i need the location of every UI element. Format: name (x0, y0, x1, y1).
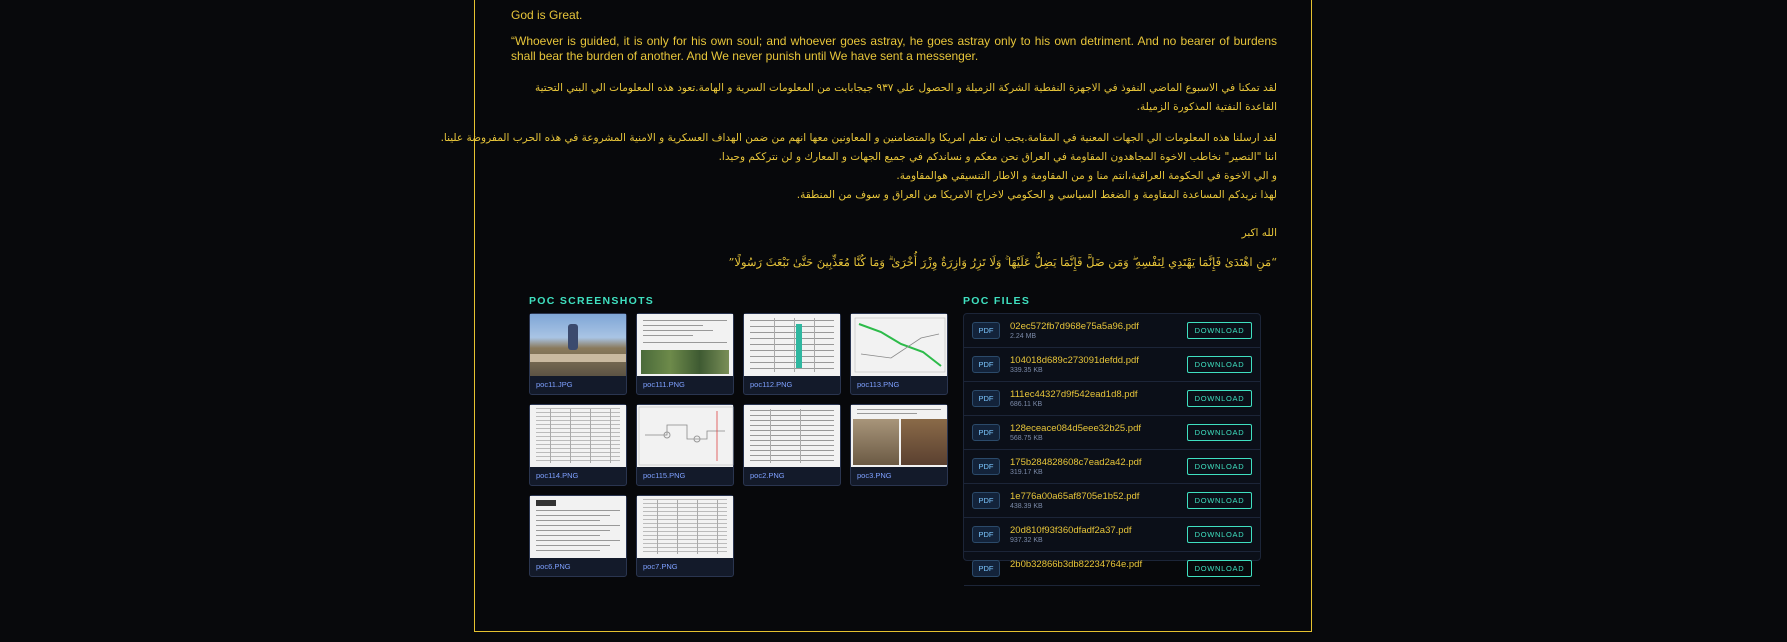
pdf-badge: PDF (972, 322, 1000, 339)
screenshot-card[interactable] (529, 404, 627, 486)
pdf-badge: PDF (972, 458, 1000, 475)
screenshot-card[interactable] (743, 313, 841, 395)
pdf-badge: PDF (972, 424, 1000, 441)
download-button[interactable]: DOWNLOAD (1187, 390, 1252, 407)
screenshot-thumbnail[interactable] (637, 405, 733, 467)
screenshot-caption: poc112.PNG (750, 380, 793, 389)
download-button[interactable]: DOWNLOAD (1187, 458, 1252, 475)
screenshot-thumbnail[interactable] (530, 314, 626, 376)
screenshot-card[interactable] (850, 404, 948, 486)
file-row (964, 416, 1260, 450)
screenshot-card[interactable] (529, 495, 627, 577)
file-name: 2b0b32866b3db82234764e.pdf (1010, 559, 1143, 570)
screenshot-caption: poc11.JPG (536, 380, 573, 389)
pdf-badge: PDF (972, 560, 1000, 577)
file-name: 111ec44327d9f542ead1d8.pdf (1010, 389, 1138, 400)
file-row (964, 348, 1260, 382)
file-name: 20d810f93f360dfadf2a37.pdf (1010, 525, 1132, 536)
file-row (964, 518, 1260, 552)
screenshot-caption: poc114.PNG (536, 471, 579, 480)
file-row (964, 552, 1260, 586)
message-content (440, 8, 1277, 272)
file-size: 339.35 KB (1010, 367, 1043, 374)
arabic-line: لهذا نريدكم المساعدة المقاومة و الضغط السياسي و الحكومي لاخراج الامريكا من العراق و سوف من المنطقة. (796, 189, 1277, 201)
file-size: 319.17 KB (1010, 469, 1043, 476)
files-section-title: POC FILES (963, 295, 1031, 307)
file-row (964, 382, 1260, 416)
arabic-takbir: الله اكبر (1241, 227, 1277, 239)
file-name: 128eceace084d5eee32b25.pdf (1010, 423, 1142, 434)
screenshot-thumbnail[interactable] (851, 405, 947, 467)
arabic-line: لقد ارسلنا هذه المعلومات الي الجهات المعنية في المقامة.يجب ان تعلم امريكا والمتضامنين و المعاونين معها انهم من ضمن الهداف العسكرية و الامنية المشروعة في هذه الحرب المفروضة علينا. (440, 132, 1277, 144)
arabic-verse: “مَنِ اهْتَدَىٰ فَإِنَّمَا يَهْتَدِي لِنَفْسِهِ ۖ وَمَن ضَلَّ فَإِنَّمَا يَضِلُّ عَلَيْهَا ۚ وَلَا تَزِرُ وَازِرَةٌ وِزْرَ أُخْرَىٰ ۗ وَمَا كُنَّا مُعَذِّبِينَ حَتَّىٰ نَبْعَثَ رَسُولًا” (728, 255, 1277, 269)
download-button[interactable]: DOWNLOAD (1187, 322, 1252, 339)
file-row (964, 484, 1260, 518)
file-list (963, 313, 1261, 573)
screenshot-card[interactable] (743, 404, 841, 486)
english-title: God is Great. (511, 8, 583, 22)
file-row (964, 450, 1260, 484)
file-name: 104018d689c273091defdd.pdf (1010, 355, 1139, 366)
arabic-paragraph-2 (440, 129, 1277, 205)
screenshot-caption: poc6.PNG (536, 562, 571, 571)
screenshot-thumbnail[interactable] (530, 405, 626, 467)
screenshot-caption: poc113.PNG (857, 380, 900, 389)
download-button[interactable]: DOWNLOAD (1187, 526, 1252, 543)
pdf-badge: PDF (972, 356, 1000, 373)
file-size: 2.24 MB (1010, 333, 1037, 340)
pdf-badge: PDF (972, 492, 1000, 509)
screenshot-caption: poc111.PNG (643, 380, 685, 389)
screenshot-thumbnail[interactable] (744, 405, 840, 467)
screenshot-card[interactable] (529, 313, 627, 395)
file-size: 568.75 KB (1010, 435, 1043, 442)
screenshot-gallery (529, 313, 949, 577)
screenshot-card[interactable] (636, 404, 734, 486)
file-name: 1e776a00a65af8705e1b52.pdf (1010, 491, 1140, 502)
screenshot-caption: poc115.PNG (643, 471, 686, 480)
screenshot-thumbnail[interactable] (851, 314, 947, 376)
screenshot-thumbnail[interactable] (530, 496, 626, 558)
screenshot-thumbnail[interactable] (744, 314, 840, 376)
pdf-badge: PDF (972, 390, 1000, 407)
download-button[interactable]: DOWNLOAD (1187, 492, 1252, 509)
screenshot-card[interactable] (636, 495, 734, 577)
download-button[interactable]: DOWNLOAD (1187, 356, 1252, 373)
screenshot-card[interactable] (636, 313, 734, 395)
screenshot-thumbnail[interactable] (637, 496, 733, 558)
screenshot-caption: poc3.PNG (857, 471, 892, 480)
download-button[interactable]: DOWNLOAD (1187, 424, 1252, 441)
screenshot-card[interactable] (850, 313, 948, 395)
screenshots-section-title: POC SCREENSHOTS (529, 295, 655, 307)
file-name: 175b284828608c7ead2a42.pdf (1010, 457, 1142, 468)
arabic-paragraph-1: لقد تمكنا في الاسبوع الماضي النفوذ في الاجهزة النفطية الشركة الزميلة و الحصول علي ٩٣٧ جيجابايت من المعلومات السرية و الهامة.تعود هذه المعلومات الي البني التحتية القاعدة النفتية المذكورة الزميلة. (535, 82, 1277, 113)
pdf-badge: PDF (972, 526, 1000, 543)
file-row (964, 314, 1260, 348)
file-size: 438.39 KB (1010, 503, 1043, 510)
download-button[interactable]: DOWNLOAD (1187, 560, 1252, 577)
arabic-line: اننا "النصير" نخاطب الاخوة المجاهدون المقاومة في العراق نحن معكم و نساندكم في جميع الجهات و المعارك و لن نترككم وحيدا. (718, 151, 1277, 163)
file-size: 686.11 KB (1010, 401, 1043, 408)
screenshot-caption: poc2.PNG (750, 471, 785, 480)
screenshot-thumbnail[interactable] (637, 314, 733, 376)
file-name: 02ec572fb7d968e75a5a96.pdf (1010, 321, 1139, 332)
screenshot-caption: poc7.PNG (643, 562, 678, 571)
file-size: 937.32 KB (1010, 537, 1043, 544)
arabic-line: و الي الاخوة في الحكومة العراقية،انتم منا و من المقاومة و الاطار التنسيقي هوالمقاومة. (896, 170, 1277, 182)
main-panel (440, 0, 1312, 632)
english-quote: “Whoever is guided, it is only for his own soul; and whoever goes astray, he goes astray only to his own detriment. And no bearer of burdens shall bear the burden of another. And We never punish until We have sent a messenger. (511, 34, 1277, 63)
